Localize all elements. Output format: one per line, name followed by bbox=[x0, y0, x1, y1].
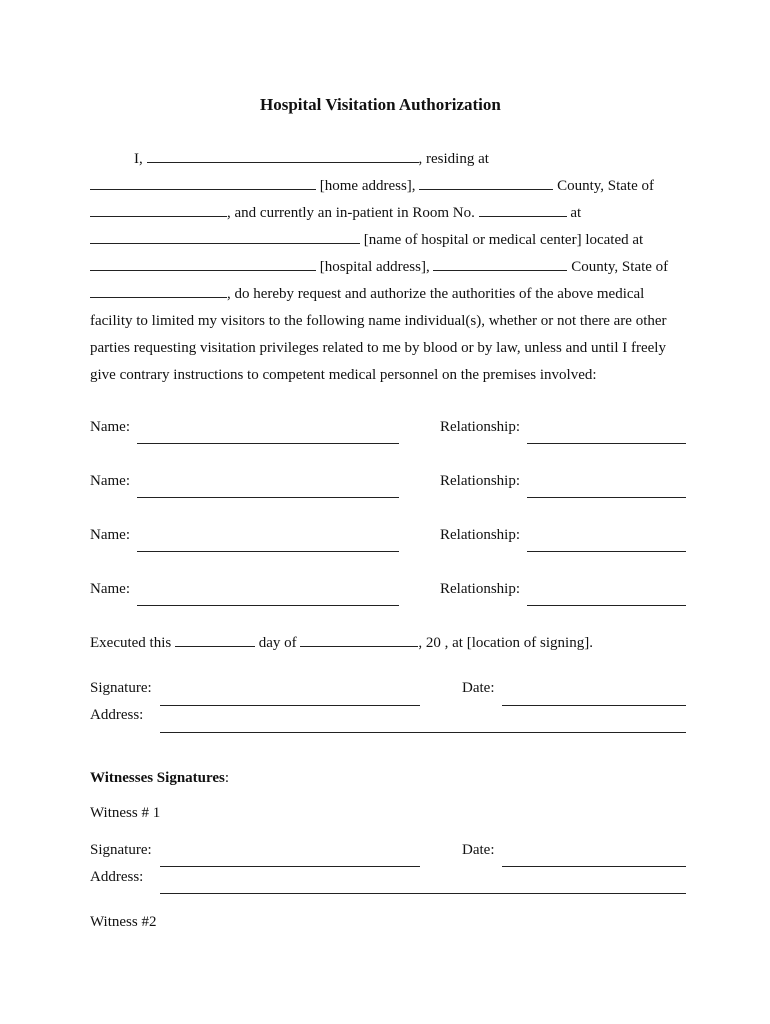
text-at: at bbox=[570, 205, 582, 221]
witness-1-date-label: Date: bbox=[462, 842, 495, 858]
text-in-patient-room: , and currently an in-patient in Room No. bbox=[227, 205, 475, 221]
paragraph-line-6 bbox=[90, 281, 644, 308]
paragraph-line-1 bbox=[134, 146, 489, 173]
paragraph-line-8: parties requesting visitation privileges related to me by blood or by law, unless and until I freely bbox=[90, 340, 666, 356]
paragraph-line-9: give contrary instructions to competent medical personnel on the premises involved: bbox=[90, 367, 597, 383]
paragraph-line-3 bbox=[90, 200, 581, 227]
executed-month-field[interactable] bbox=[300, 634, 418, 647]
text-county-state: County, State of bbox=[557, 178, 654, 194]
text-hospital-name: [name of hospital or medical center] located at bbox=[363, 232, 644, 248]
visitor-relationship-label-3: Relationship: bbox=[440, 527, 520, 543]
address-label: Address: bbox=[90, 707, 144, 723]
witness-1-address-label: Address: bbox=[90, 869, 144, 885]
witness-2-label: Witness #2 bbox=[90, 914, 157, 930]
witnesses-heading bbox=[90, 770, 229, 787]
hospital-name-field[interactable] bbox=[90, 231, 360, 244]
visitor-relationship-label-4: Relationship: bbox=[440, 581, 520, 597]
text-i: I, bbox=[134, 151, 143, 167]
witness-1-signature-label: Signature: bbox=[90, 842, 152, 858]
signature-field[interactable] bbox=[160, 705, 420, 706]
visitor-relationship-field-3[interactable] bbox=[527, 551, 686, 552]
paragraph-line-5 bbox=[90, 254, 668, 281]
visitor-name-label-2: Name: bbox=[90, 473, 130, 489]
paragraph-line-4 bbox=[90, 227, 643, 254]
paragraph-line-7: facility to limited my visitors to the following name individual(s), whether or not there are other bbox=[90, 313, 667, 329]
text-hospital-address: [hospital address], bbox=[319, 259, 430, 275]
visitor-name-label-1: Name: bbox=[90, 419, 130, 435]
text-day-of: day of bbox=[258, 635, 297, 651]
visitor-name-field-2[interactable] bbox=[137, 497, 399, 498]
text-executed-this: Executed this bbox=[90, 635, 172, 651]
document-title: Hospital Visitation Authorization bbox=[260, 95, 501, 114]
full-name-field[interactable] bbox=[147, 150, 419, 163]
text-home-address: [home address], bbox=[319, 178, 416, 194]
visitor-name-label-3: Name: bbox=[90, 527, 130, 543]
visitor-name-field-4[interactable] bbox=[137, 605, 399, 606]
hospital-state-field[interactable] bbox=[90, 285, 227, 298]
executed-day-field[interactable] bbox=[175, 634, 255, 647]
hospital-county-field[interactable] bbox=[433, 258, 567, 271]
visitor-relationship-label-2: Relationship: bbox=[440, 473, 520, 489]
executed-line bbox=[90, 634, 593, 652]
witness-1-address-field[interactable] bbox=[160, 893, 686, 894]
visitor-name-label-4: Name: bbox=[90, 581, 130, 597]
text-county-state-2: County, State of bbox=[571, 259, 669, 275]
visitor-relationship-label-1: Relationship: bbox=[440, 419, 520, 435]
date-label: Date: bbox=[462, 680, 495, 696]
witness-1-signature-field[interactable] bbox=[160, 866, 420, 867]
visitor-relationship-field-1[interactable] bbox=[527, 443, 686, 444]
visitor-relationship-field-4[interactable] bbox=[527, 605, 686, 606]
hospital-address-field[interactable] bbox=[90, 258, 316, 271]
date-field[interactable] bbox=[502, 705, 686, 706]
visitor-relationship-field-2[interactable] bbox=[527, 497, 686, 498]
witnesses-heading-colon: : bbox=[224, 770, 230, 786]
witness-1-label: Witness # 1 bbox=[90, 805, 161, 821]
home-state-field[interactable] bbox=[90, 204, 227, 217]
text-residing-at: , residing at bbox=[418, 151, 489, 167]
paragraph-line-2 bbox=[90, 173, 654, 200]
home-county-field[interactable] bbox=[419, 177, 553, 190]
visitor-name-field-1[interactable] bbox=[137, 443, 399, 444]
witness-1-date-field[interactable] bbox=[502, 866, 686, 867]
home-address-field[interactable] bbox=[90, 177, 316, 190]
text-location-of-signing: , 20 , at [location of signing]. bbox=[418, 635, 593, 651]
signature-label: Signature: bbox=[90, 680, 152, 696]
witnesses-heading-text: Witnesses Signatures bbox=[90, 770, 225, 786]
room-number-field[interactable] bbox=[479, 204, 567, 217]
text-request-authorize: , do hereby request and authorize the authorities of the above medical bbox=[227, 286, 645, 302]
visitor-name-field-3[interactable] bbox=[137, 551, 399, 552]
address-field[interactable] bbox=[160, 732, 686, 733]
